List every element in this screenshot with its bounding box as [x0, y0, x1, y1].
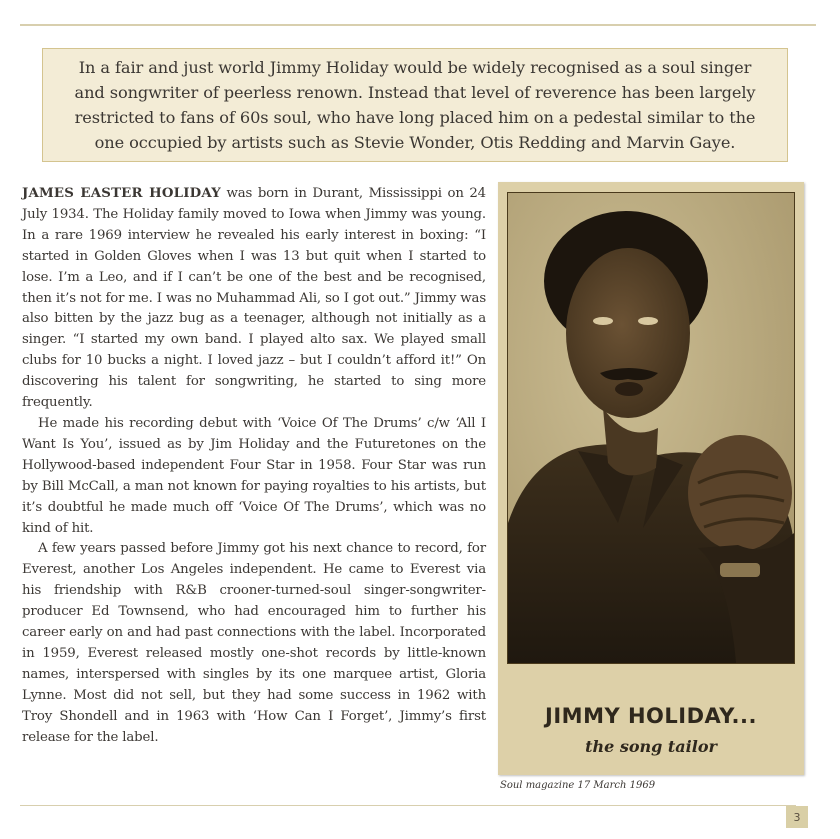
- page-number: 3: [786, 806, 808, 828]
- portrait-illustration: [508, 193, 794, 663]
- article-body: [22, 184, 486, 748]
- article-paragraph-2: He made his recording debut with ‘Voice Of The Drums’ c/w ‘All I Want Is You’, issued as by Jim Holiday and the Futuretones on the Hollywood-based independent Four Star in 1958. Four Star was run by Bill McCall, a man not known for paying royalties to his artists, but it’s doubtful he made much off ‘Voice Of The Drums’, which was no kind of hit.: [22, 415, 486, 536]
- photo-caption: Soul magazine 17 March 1969: [500, 780, 656, 791]
- article-paragraph-1: [22, 184, 486, 414]
- top-rule: [20, 24, 816, 26]
- bottom-rule: [20, 805, 796, 806]
- article-paragraph-1-text: was born in Durant, Mississippi on 24 July 1934. The Holiday family moved to Iowa when Jimmy was young. In a rare 1969 interview he revealed his early interest in boxing: “I started in Golden Gloves when I was 13 but quit when I started to lose. I’m a Leo, and if I can’t be one of the best and be recognised, then it’s not for me. I was no Muhammad Ali, so I got out.” Jimmy was also bitten by the jazz bug as a teenager, although not initially as a singer. “I started my own band. I played alto sax. We played small clubs for 10 bucks a night. I loved jazz – but I couldn’t afford it!” On discovering his talent for songwriting, he started to sing more frequently.: [22, 186, 486, 411]
- lead-name: JAMES EASTER HOLIDAY: [22, 186, 221, 201]
- article-paragraph-3: A few years passed before Jimmy got his next chance to record, for Everest, another Los Angeles independent. He came to Everest via his friendship with R&B crooner-turned-soul singer-songwriter-producer Ed Townsend, who had encouraged him to further his career early on and had past connections with the label. Incorporated in 1959, Everest released mostly one-shot records by little-known names, interspersed with singles by its one marquee artist, Gloria Lynne. Most did not sell, but they had some success in 1962 with Troy Shondell and in 1963 with ‘How Can I Forget’, Jimmy’s first release for the label.: [22, 541, 486, 745]
- portrait-photo: [507, 192, 795, 664]
- intro-text: In a fair and just world Jimmy Holiday would be widely recognised as a soul singer and songwriter of peerless renown. Instead that level of reverence has been largely restricted to fans of 60s soul, who have long placed him on a pedestal similar to the one occupied by artists such as Stevie Wonder, Otis Redding and Marvin Gaye.: [74, 58, 756, 152]
- clipping-headline: JIMMY HOLIDAY...: [545, 704, 757, 728]
- intro-box: [42, 48, 788, 162]
- clipping-tagline: the song tailor: [585, 737, 717, 756]
- magazine-clipping: [498, 182, 804, 775]
